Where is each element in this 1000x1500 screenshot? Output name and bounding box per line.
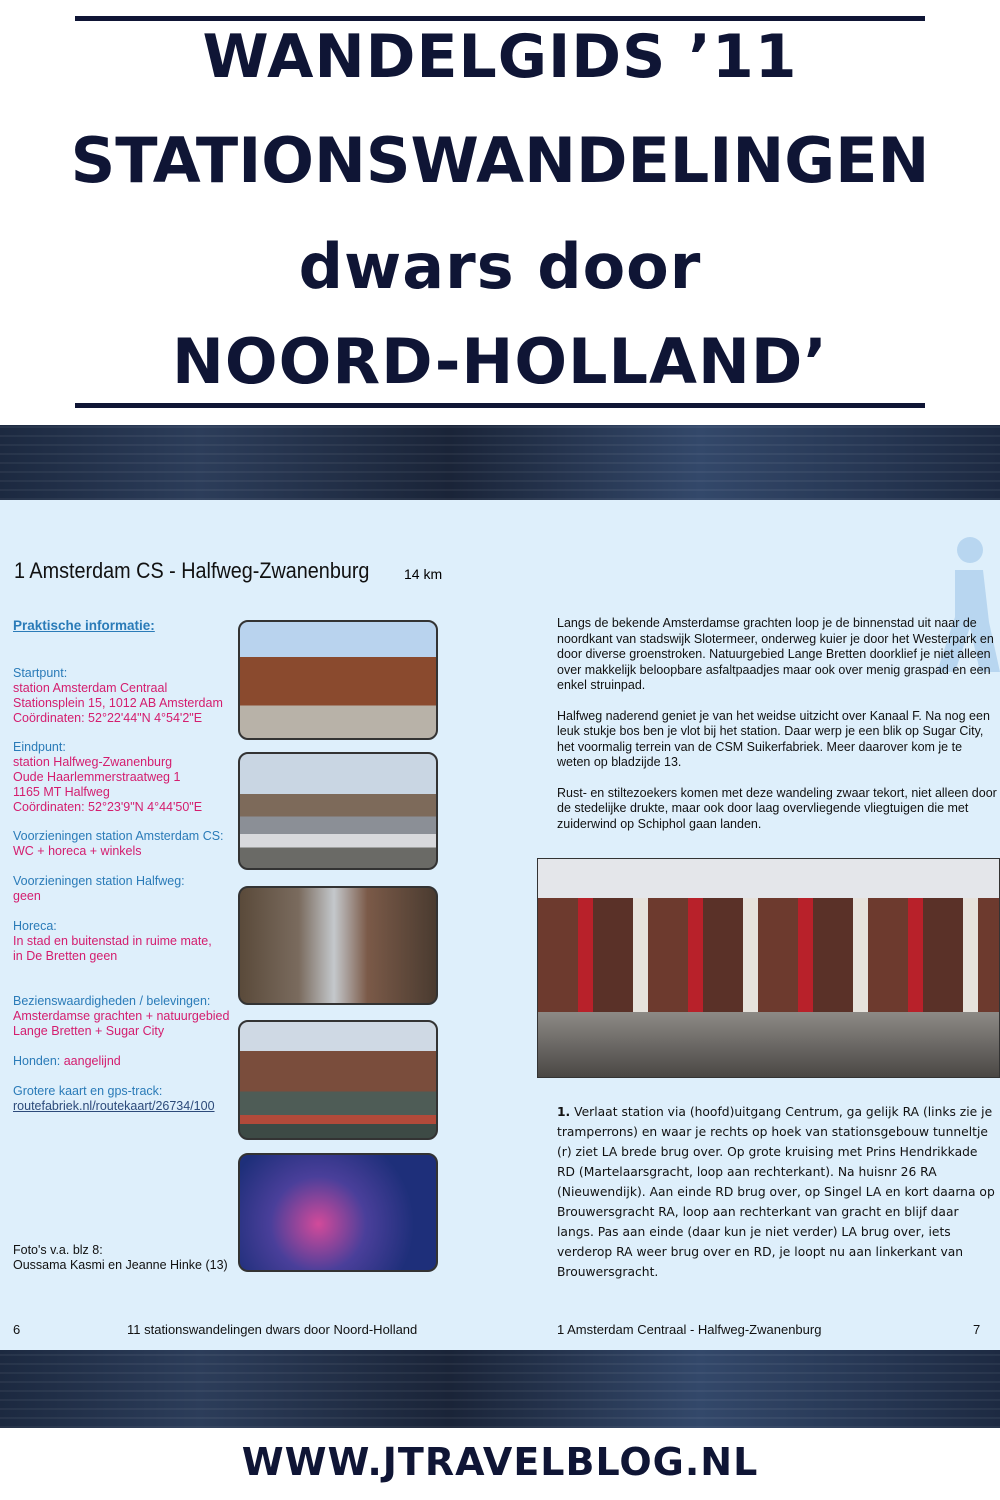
end-line: Oude Haarlemmerstraatweg 1 [13, 770, 181, 784]
facilities-halfweg-label: Voorzieningen station Halfweg: [13, 874, 185, 888]
start-line: station Amsterdam Centraal [13, 681, 168, 695]
left-page-number: 6 [13, 1322, 21, 1337]
info-heading: Praktische informatie: [13, 618, 155, 633]
end-line: 1165 MT Halfweg [13, 785, 110, 799]
step-number: 1. [557, 1105, 571, 1119]
horeca-line: in De Bretten geen [13, 949, 118, 963]
wood-band-bottom [0, 1350, 1000, 1428]
sights-line: Amsterdamse grachten + natuurgebied [13, 1009, 230, 1023]
start-line: Stationsplein 15, 1012 AB Amsterdam [13, 696, 223, 710]
route-distance: 14 km [404, 566, 443, 582]
end-line: Coördinaten: 52°23'9"N 4°44'50"E [13, 800, 203, 814]
horeca-line: In stad en buitenstad in ruime mate, [13, 934, 212, 948]
title-line-3: dwars door [298, 230, 702, 303]
guide-spread [0, 500, 1000, 1350]
top-rule [75, 16, 925, 21]
photo-canal [238, 1020, 438, 1140]
photo-amsterdam-centraal [238, 620, 438, 740]
intro-paragraph: Langs de bekende Amsterdamse grachten loop je de binnenstad uit naar de noordkant van stadswijk Slotermeer, onderweg kuier je door het Westerpark en door diverse groenstroken. Natuurgebied Lange Bretten doorklief je niet alleen over makkelijk beloopbare asfaltpaadjes maar ook over menig graspad en een enkel struinpad. [557, 616, 994, 692]
route-step-1 [557, 1102, 997, 1282]
site-url[interactable]: WWW.JTRAVELBLOG.NL [241, 1440, 759, 1484]
wood-band-top [0, 425, 1000, 500]
photo-sugar-city [238, 1153, 438, 1272]
photo-credit: Oussama Kasmi en Jeanne Hinke (13) [13, 1258, 228, 1272]
practical-info [13, 618, 238, 1114]
dogs-value: aangelijnd [63, 1054, 121, 1068]
map-link[interactable]: routefabriek.nl/routekaart/26734/100 [13, 1099, 215, 1113]
dogs-label: Honden: [13, 1054, 64, 1068]
sights-label: Bezienswaardigheden / belevingen: [13, 994, 211, 1008]
title-line-1: WANDELGIDS ’11 [202, 22, 798, 92]
end-line: station Halfweg-Zwanenburg [13, 755, 173, 769]
map-label: Grotere kaart en gps-track: [13, 1084, 163, 1098]
photo-brouwersgracht [537, 858, 1000, 1078]
horeca-label: Horeca: [13, 919, 57, 933]
facilities-cs-label: Voorzieningen station Amsterdam CS: [13, 829, 224, 843]
photo-halfweg-station [238, 752, 438, 870]
title-line-4: NOORD-HOLLAND’ [172, 325, 828, 398]
facilities-halfweg: geen [13, 889, 41, 903]
route-title: 1 Amsterdam CS - Halfweg-Zwanenburg [14, 558, 370, 583]
intro-paragraph: Rust- en stiltezoekers komen met deze wandeling zwaar tekort, niet alleen door de stedelijke drukte, maar ook door laag overvliegende vliegtuigen die met zuiderwind op Schiphol gaan landen. [557, 785, 997, 831]
photo-credits [13, 1243, 228, 1273]
step-text: Verlaat station via (hoofd)uitgang Centrum, ga gelijk RA (links zie je tramperrons) en waar je rechts op hoek van stationsgebouw tunneltje (r) ziet LA brede brug over. Op grote kruising met Prins Hendrikkade RD (Martelaarsgracht, loop aan rechterkant). Na huisnr 26 RA (Nieuwendijk). Aan einde RD brug over, op Singel LA en kort daarna op Brouwersgracht RA, loop aan rechterkant van gracht en blijf daar langs. Pas aan einde (daar kun je niet verder) LA brug over, iets verderop RA weer brug over en RD, je loopt nu aan linkerkant van Brouwersgracht. [557, 1105, 995, 1279]
right-page-number: 7 [973, 1322, 981, 1337]
left-page-footer: 11 stationswandelingen dwars door Noord-Holland [127, 1322, 418, 1337]
photo-street [238, 886, 438, 1005]
bottom-rule [75, 403, 925, 408]
photo-credit-label: Foto's v.a. blz 8: [13, 1243, 103, 1257]
title-line-2: STATIONSWANDELINGEN [70, 124, 930, 197]
intro-paragraph: Halfweg naderend geniet je van het weidse uitzicht over Kanaal F. Na nog een leuk stukje bos ben je vlot bij het station. Daar werp je een blik op Sugar City, het voormalig terrein van de CSM Suikerfabriek. Meer daarover kom je te weten op bladzijde 13. [557, 708, 990, 769]
sights-line: Lange Bretten + Sugar City [13, 1024, 165, 1038]
end-label: Eindpunt: [13, 740, 66, 754]
start-line: Coördinaten: 52°22'44"N 4°54'2"E [13, 711, 203, 725]
start-label: Startpunt: [13, 666, 68, 680]
facilities-cs: WC + horeca + winkels [13, 844, 142, 858]
intro-text [557, 616, 997, 832]
right-page-footer: 1 Amsterdam Centraal - Halfweg-Zwanenburg [557, 1322, 822, 1337]
